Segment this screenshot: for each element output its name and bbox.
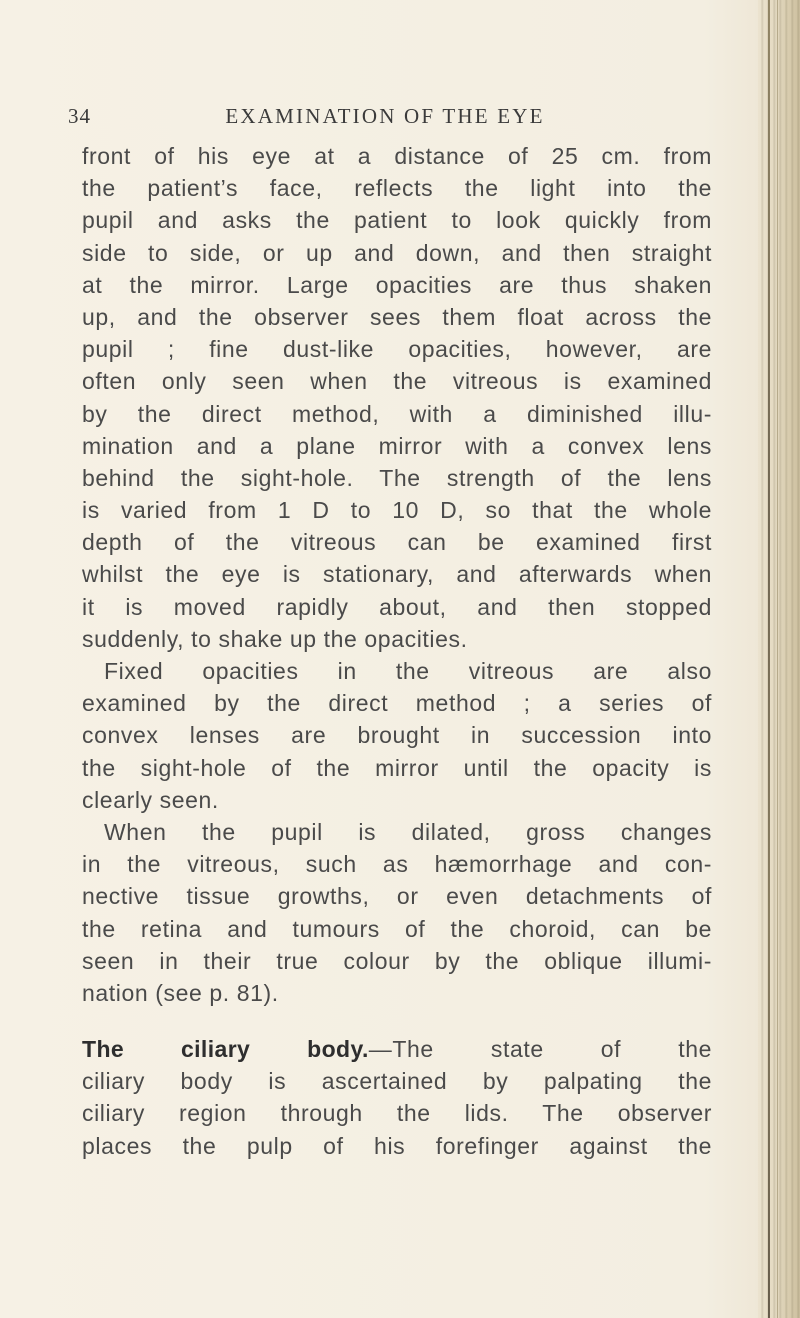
- text-line: up, and the observer sees them float across the: [82, 303, 712, 330]
- section-gap: [82, 1009, 712, 1033]
- text-line: it is moved rapidly about, and then stopped: [82, 593, 712, 620]
- text-line: by the direct method, with a diminished illu-: [82, 400, 712, 427]
- text-line: ciliary region through the lids. The observer: [82, 1100, 712, 1127]
- text-line: in the vitreous, such as hæmorrhage and con-: [82, 851, 712, 878]
- text-line: front of his eye at a distance of 25 cm. from: [82, 143, 712, 169]
- text-line: ciliary body is ascertained by palpating the: [82, 1068, 712, 1095]
- text-line: the retina and tumours of the choroid, can be: [82, 915, 712, 942]
- text-line: pupil and asks the patient to look quickly from: [82, 207, 712, 234]
- text-line: whilst the eye is stationary, and afterwards when: [82, 561, 712, 588]
- text-line: side to side, or up and down, and then straight: [82, 239, 712, 266]
- text-line: places the pulp of his forefinger against the: [82, 1132, 712, 1159]
- text-line: nation (see p. 81).: [82, 979, 279, 1006]
- text-line: nective tissue growths, or even detachments of: [82, 883, 712, 910]
- body-text: [82, 140, 712, 1162]
- text-line: suddenly, to shake up the opacities.: [82, 625, 468, 652]
- text-line: is varied from 1 D to 10 D, so that the whole: [82, 497, 712, 524]
- section-heading-continuation: —The state of the: [368, 1036, 712, 1063]
- section-heading: The ciliary body.: [82, 1036, 369, 1063]
- text-line: examined by the direct method ; a series of: [82, 690, 712, 717]
- text-line: clearly seen.: [82, 786, 219, 813]
- section-first-line: [82, 1033, 712, 1065]
- text-line: the sight-hole of the mirror until the opacity is: [82, 754, 712, 781]
- running-head: EXAMINATION OF THE EYE: [225, 104, 545, 128]
- page-edge-line: [768, 0, 770, 1318]
- page-number: 34: [68, 104, 91, 128]
- text-line: depth of the vitreous can be examined first: [82, 529, 712, 556]
- text-line: behind the sight-hole. The strength of the lens: [82, 464, 712, 491]
- text-line: convex lenses are brought in succession into: [82, 722, 712, 749]
- text-line: When the pupil is dilated, gross changes: [104, 818, 712, 845]
- text-line: pupil ; fine dust-like opacities, however, are: [82, 336, 712, 363]
- text-line: the patient’s face, reflects the light into the: [82, 175, 712, 202]
- text-line: mination and a plane mirror with a convex lens: [82, 432, 712, 459]
- page-edge-shadow: [758, 0, 800, 1318]
- text-line: often only seen when the vitreous is examined: [82, 368, 712, 395]
- page-edge-line: [777, 0, 778, 1318]
- text-line: at the mirror. Large opacities are thus shaken: [82, 271, 712, 298]
- text-line: Fixed opacities in the vitreous are also: [104, 658, 712, 684]
- text-line: seen in their true colour by the oblique illumi-: [82, 947, 712, 974]
